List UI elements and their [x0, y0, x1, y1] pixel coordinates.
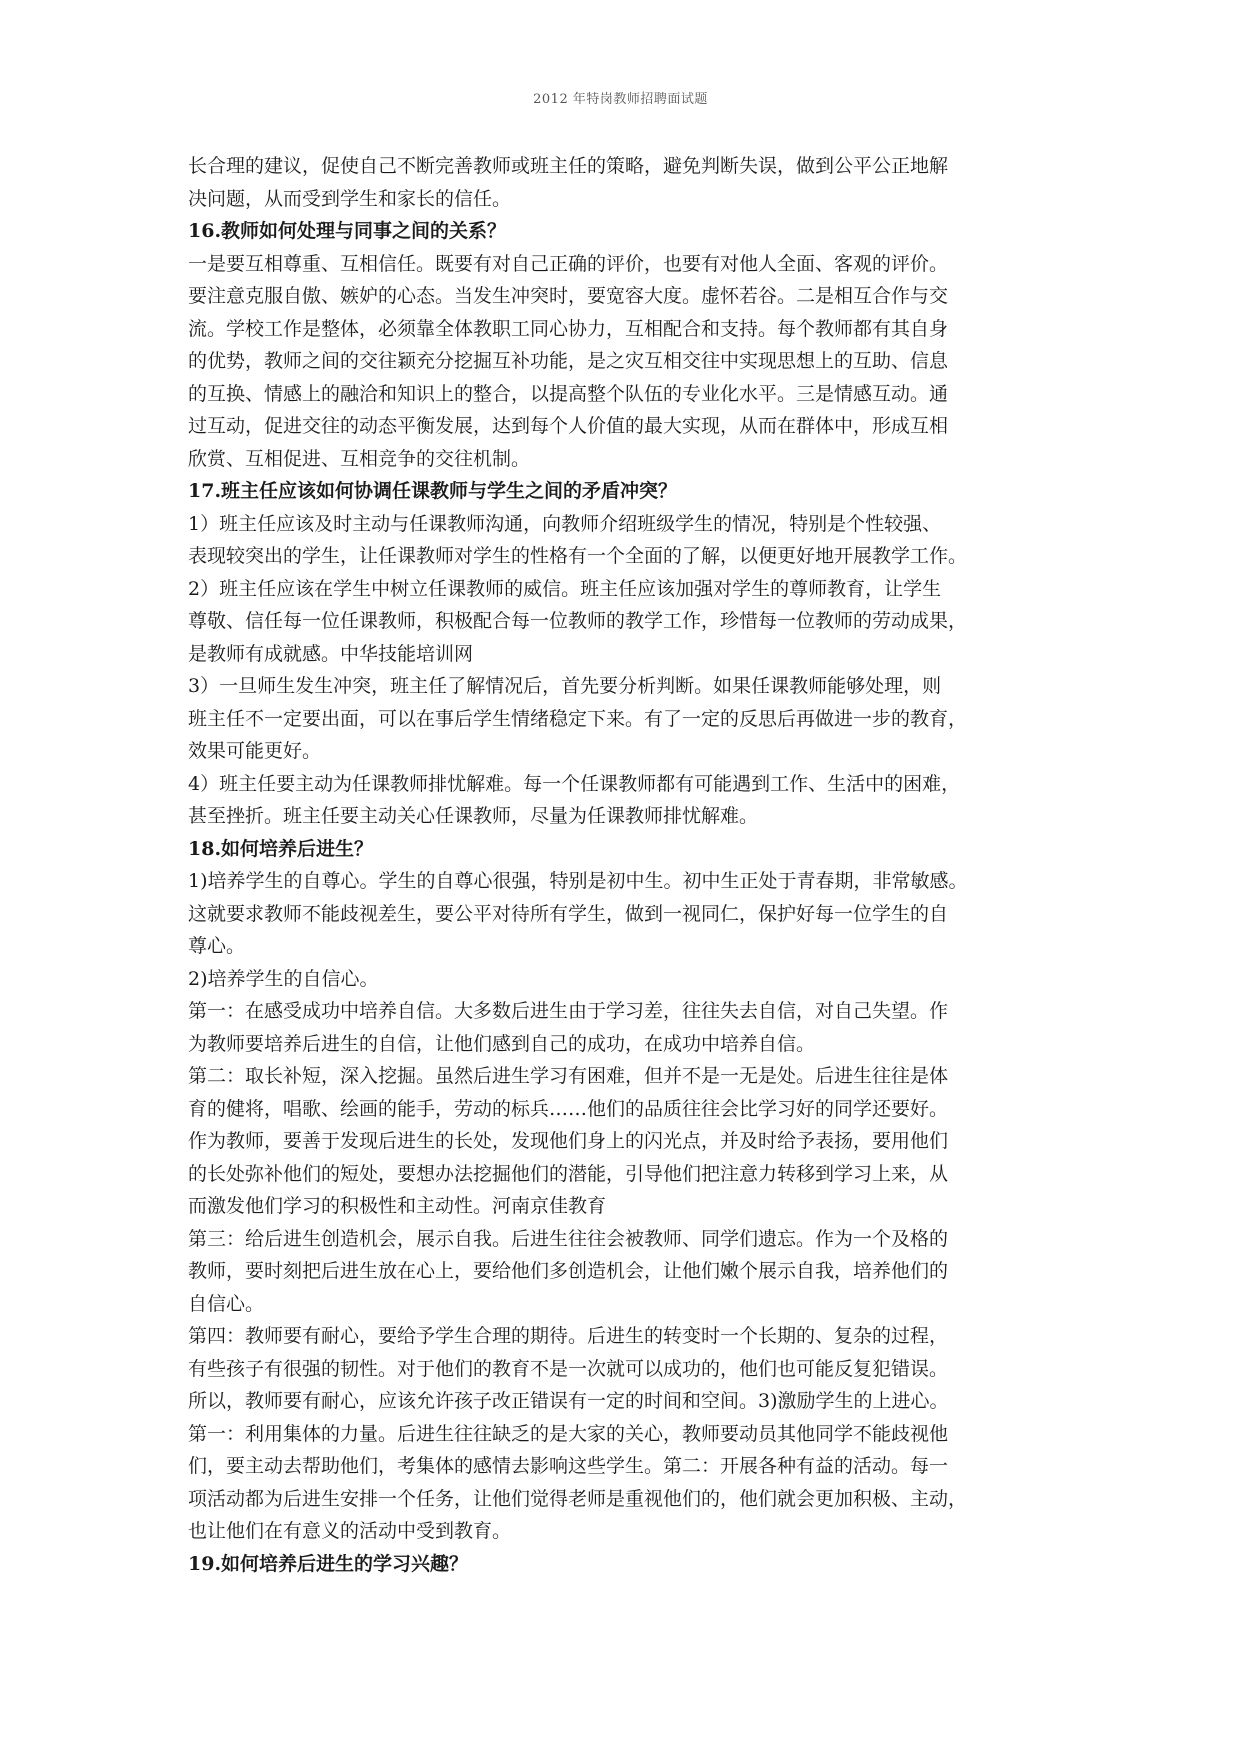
- text-line: 决问题，从而受到学生和家长的信任。: [188, 187, 512, 210]
- text-line: 为教师要培养后进生的自信，让他们感到自己的成功，在成功中培养自信。: [188, 1032, 816, 1055]
- document-body: [188, 150, 1056, 1580]
- page-header: 2012 年特岗教师招聘面试题: [533, 92, 708, 107]
- question-heading: 16.教师如何处理与同事之间的关系？: [188, 220, 507, 242]
- text-line: 的长处弥补他们的短处，要想办法挖掘他们的潜能，引导他们把注意力转移到学习上来，从: [188, 1162, 949, 1185]
- text-line: 作为教师，要善于发现后进生的长处，发现他们身上的闪光点，并及时给予表扬，要用他们: [188, 1130, 949, 1152]
- text-line: 而激发他们学习的积极性和主动性。河南京佳教育: [188, 1195, 607, 1217]
- text-line: 表现较突出的学生，让任课教师对学生的性格有一个全面的了解，以便更好地开展教学工作。: [188, 545, 968, 567]
- text-line: 自信心。: [188, 1292, 265, 1315]
- text-line: 尊心。: [188, 935, 246, 957]
- text-line: 第四：教师要有耐心，要给予学生合理的期待。后进生的转变时一个长期的、复杂的过程，: [188, 1325, 949, 1347]
- text-line: 1）班主任应该及时主动与任课教师沟通，向教师介绍班级学生的情况，特别是个性较强、: [188, 512, 942, 535]
- text-line: 项活动都为后进生安排一个任务，让他们觉得老师是重视他们的，他们就会更加积极、主动，: [188, 1487, 968, 1510]
- text-line: 教师，要时刻把后进生放在心上，要给他们多创造机会，让他们嫩个展示自我，培养他们的: [188, 1260, 949, 1282]
- text-line: 第一：在感受成功中培养自信。大多数后进生由于学习差，往往失去自信，对自己失望。作: [188, 1000, 949, 1022]
- text-line: 过互动，促进交往的动态平衡发展，达到每个人价值的最大实现，从而在群体中，形成互相: [188, 415, 949, 437]
- text-line: 们，要主动去帮助他们，考集体的感情去影响这些学生。第二：开展各种有益的活动。每一: [188, 1455, 949, 1477]
- text-line: 要注意克服自傲、嫉妒的心态。当发生冲突时，要宽容大度。虚怀若谷。二是相互合作与交: [188, 285, 949, 307]
- text-line: 第三：给后进生创造机会，展示自我。后进生往往会被教师、同学们遗忘。作为一个及格的: [188, 1227, 949, 1250]
- text-line: 也让他们在有意义的活动中受到教育。: [188, 1520, 512, 1542]
- text-line: 3）一旦师生发生冲突，班主任了解情况后，首先要分析判断。如果任课教师能够处理，则: [188, 675, 942, 697]
- text-line: 4）班主任要主动为任课教师排忧解难。每一个任课教师都有可能遇到工作、生活中的困难，: [188, 772, 961, 795]
- text-line: 一是要互相尊重、互相信任。既要有对自己正确的评价，也要有对他人全面、客观的评价。: [188, 252, 949, 275]
- text-line: 有些孩子有很强的韧性。对于他们的教育不是一次就可以成功的，他们也可能反复犯错误。: [188, 1357, 949, 1380]
- text-line: 2)培养学生的自信心。: [188, 967, 379, 990]
- question-heading: 17.班主任应该如何协调任课教师与学生之间的矛盾冲突？: [188, 480, 678, 502]
- text-line: 第二：取长补短，深入挖掘。虽然后进生学习有困难，但并不是一无是处。后进生往往是体: [188, 1065, 949, 1087]
- question-heading: 19.如何培养后进生的学习兴趣？: [188, 1552, 469, 1575]
- text-line: 第一：利用集体的力量。后进生往往缺乏的是大家的关心，教师要动员其他同学不能歧视他: [188, 1422, 949, 1445]
- text-line: 流。学校工作是整体，必须靠全体教职工同心协力，互相配合和支持。每个教师都有其自身: [188, 317, 949, 340]
- text-line: 班主任不一定要出面，可以在事后学生情绪稳定下来。有了一定的反思后再做进一步的教育，: [188, 707, 968, 730]
- question-heading: 18.如何培养后进生？: [188, 837, 374, 860]
- text-line: 长合理的建议，促使自己不断完善教师或班主任的策略，避免判断失误，做到公平公正地解: [188, 155, 949, 177]
- text-line: 的互换、情感上的融洽和知识上的整合，以提高整个队伍的专业化水平。三是情感互动。通: [188, 382, 949, 405]
- text-line: 育的健将，唱歌、绘画的能手，劳动的标兵……他们的品质往往会比学习好的同学还要好。: [188, 1097, 949, 1120]
- text-line: 欣赏、互相促进、互相竞争的交往机制。: [188, 447, 531, 470]
- text-line: 尊敬、信任每一位任课教师，积极配合每一位教师的教学工作，珍惜每一位教师的劳动成果，: [188, 610, 968, 632]
- text-line: 2）班主任应该在学生中树立任课教师的威信。班主任应该加强对学生的尊师教育，让学生: [188, 577, 942, 600]
- text-line: 1)培养学生的自尊心。学生的自尊心很强，特别是初中生。初中生正处于青春期，非常敏感。: [188, 870, 968, 892]
- text-line: 所以，教师要有耐心，应该允许孩子改正错误有一定的时间和空间。3)激励学生的上进心。: [188, 1390, 949, 1412]
- text-line: 效果可能更好。: [188, 740, 322, 762]
- text-line: 是教师有成就感。中华技能培训网: [188, 642, 474, 665]
- text-line: 这就要求教师不能歧视差生，要公平对待所有学生，做到一视同仁，保护好每一位学生的自: [188, 902, 949, 925]
- text-line: 的优势，教师之间的交往颖充分挖掘互补功能，是之灾互相交往中实现思想上的互助、信息: [188, 350, 949, 372]
- text-line: 甚至挫折。班主任要主动关心任课教师，尽量为任课教师排忧解难。: [188, 805, 759, 827]
